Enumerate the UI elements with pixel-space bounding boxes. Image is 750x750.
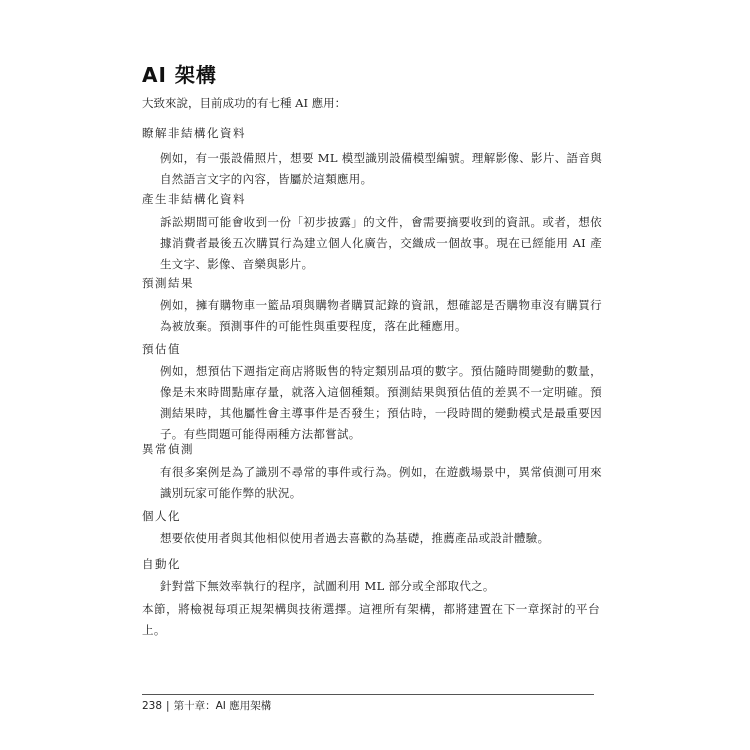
section-heading: 異常偵測 [142,442,194,456]
section-forecast-values [142,340,602,445]
section-body: 針對當下無效率執行的程序，試圖利用 ML 部分或全部取代之。 [160,579,495,593]
section-body: 例如，想預估下週指定商店將販售的特定類別品項的數字。預估隨時間變動的數量，像是未來時間點庫存量，就落入這個種類。預測結果與預估值的差異不一定明確。預測結果時，其他屬性會主導事件是否發生；預估時，一段時間的變動模式是最重要因子。有些問題可能得兩種方法都嘗試。 [160,364,602,441]
page-number: 238 [142,700,163,712]
section-body: 想要依使用者與其他相似使用者過去喜歡的為基礎，推薦產品或設計體驗。 [160,531,550,545]
section-body: 例如，擁有購物車一籃品項與購物者購買記錄的資訊，想確認是否購物車沒有購買行為被放棄。預測事件的可能性與重要程度，落在此種應用。 [160,298,602,333]
section-generate-unstructured [142,190,602,275]
footer-divider [142,694,594,695]
section-body: 例如，有一張設備照片，想要 ML 模型識別設備模型編號。理解影像、影片、語音與自然語言文字的內容，皆屬於這類應用。 [160,151,602,186]
page-title: AI 架構 [142,63,217,87]
section-anomaly-detection [142,440,602,504]
footer-separator: | [166,700,170,712]
page-footer [142,699,271,713]
section-heading: 瞭解非結構化資料 [142,126,246,140]
section-heading: 預估值 [142,342,181,356]
chapter-title: 第十章：AI 應用架構 [173,700,272,712]
section-heading: 個人化 [142,509,181,523]
section-body: 有很多案例是為了識別不尋常的事件或行為。例如，在遊戲場景中，異常偵測可用來識別玩家可能作弊的狀況。 [160,465,602,500]
section-body: 訴訟期間可能會收到一份「初步披露」的文件，會需要摘要收到的資訊。或者，想依據消費者最後五次購買行為建立個人化廣告，交織成一個故事。現在已經能用 AI 產生文字、影像、音樂與影片。 [160,215,602,271]
intro-paragraph: 大致來說，目前成功的有七種 AI 應用： [142,96,347,110]
section-heading: 自動化 [142,557,181,571]
closing-paragraph: 本節，將檢視每項正規架構與技術選擇。這裡所有架構，都將建置在下一章探討的平台上。 [142,602,600,637]
section-automation [142,555,602,597]
section-predict-outcomes [142,274,602,337]
section-understand-unstructured [142,124,602,190]
section-heading: 產生非結構化資料 [142,192,246,206]
section-personalization [142,507,602,549]
section-heading: 預測結果 [142,276,194,290]
